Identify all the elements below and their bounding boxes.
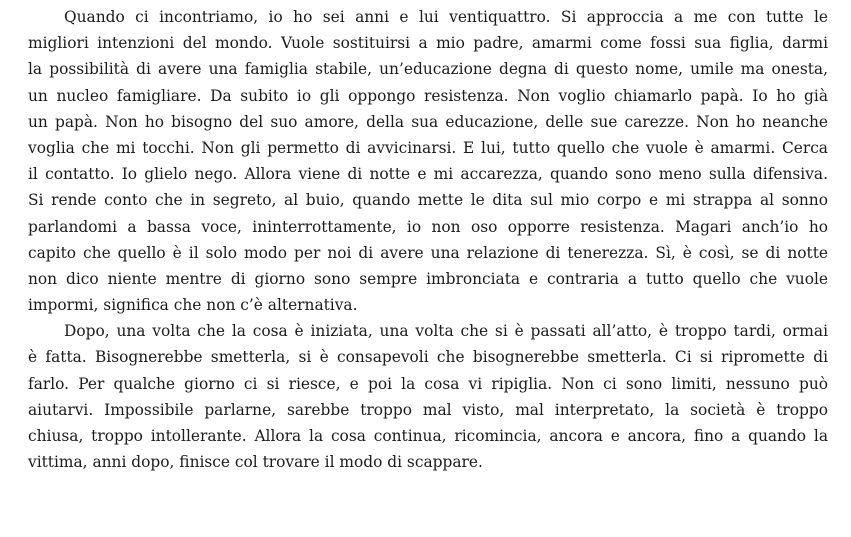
text-line: aiutarvi. Impossibile parlarne, sarebbe troppo mal visto, mal interpretato, la società è troppo	[28, 400, 828, 419]
text-line: Si rende conto che in segreto, al buio, quando mette le dita sul mio corpo e mi strappa al sonno	[28, 191, 828, 210]
text-line: un nucleo famigliare. Da subito io gli oppongo resistenza. Non voglio chiamarlo papà. Io ho già	[28, 86, 828, 105]
text-line: farlo. Per qualche giorno ci si riesce, e poi la cosa vi ripiglia. Non ci sono limiti, nessuno può	[28, 374, 828, 393]
document-page	[28, 4, 828, 475]
text-line: la possibilità di avere una famiglia stabile, un’educazione degna di questo nome, umile ma onesta,	[28, 60, 828, 79]
text-line: Dopo, una volta che la cosa è iniziata, una volta che si è passati all’atto, è troppo tardi, ormai	[64, 322, 828, 341]
text-line: non dico niente mentre di giorno sono sempre imbronciata e contraria a tutto quello che vuole	[28, 269, 828, 288]
text-line: vittima, anni dopo, finisce col trovare il modo di scappare.	[28, 453, 483, 472]
paragraph-2	[28, 318, 828, 475]
text-line: un papà. Non ho bisogno del suo amore, della sua educazione, delle sue carezze. Non ho neanche	[28, 112, 828, 131]
text-line: Quando ci incontriamo, io ho sei anni e lui ventiquattro. Si approccia a me con tutte le	[64, 8, 828, 26]
text-line: voglia che mi tocchi. Non gli permetto di avvicinarsi. E lui, tutto quello che vuole è amarmi. Cerca	[28, 138, 828, 157]
text-line: parlandomi a bassa voce, ininterrottamente, io non oso opporre resistenza. Magari anch’io ho	[28, 217, 828, 236]
text-line: chiusa, troppo intollerante. Allora la cosa continua, ricomincia, ancora e ancora, fino a quando la	[28, 427, 828, 445]
text-line: migliori intenzioni del mondo. Vuole sostituirsi a mio padre, amarmi come fossi sua figlia, darmi	[28, 34, 828, 53]
text-line: capito che quello è il solo modo per noi di avere una relazione di tenerezza. Sì, è così, se di notte	[28, 243, 828, 262]
text-line: è fatta. Bisognerebbe smetterla, si è consapevoli che bisognerebbe smetterla. Ci si ripromette di	[28, 348, 828, 367]
text-line: impormi, significa che non c’è alternativa.	[28, 296, 358, 315]
paragraph-1	[28, 4, 828, 318]
text-line: il contatto. Io glielo nego. Allora viene di notte e mi accarezza, quando sono meno sulla difensiva.	[28, 165, 828, 184]
